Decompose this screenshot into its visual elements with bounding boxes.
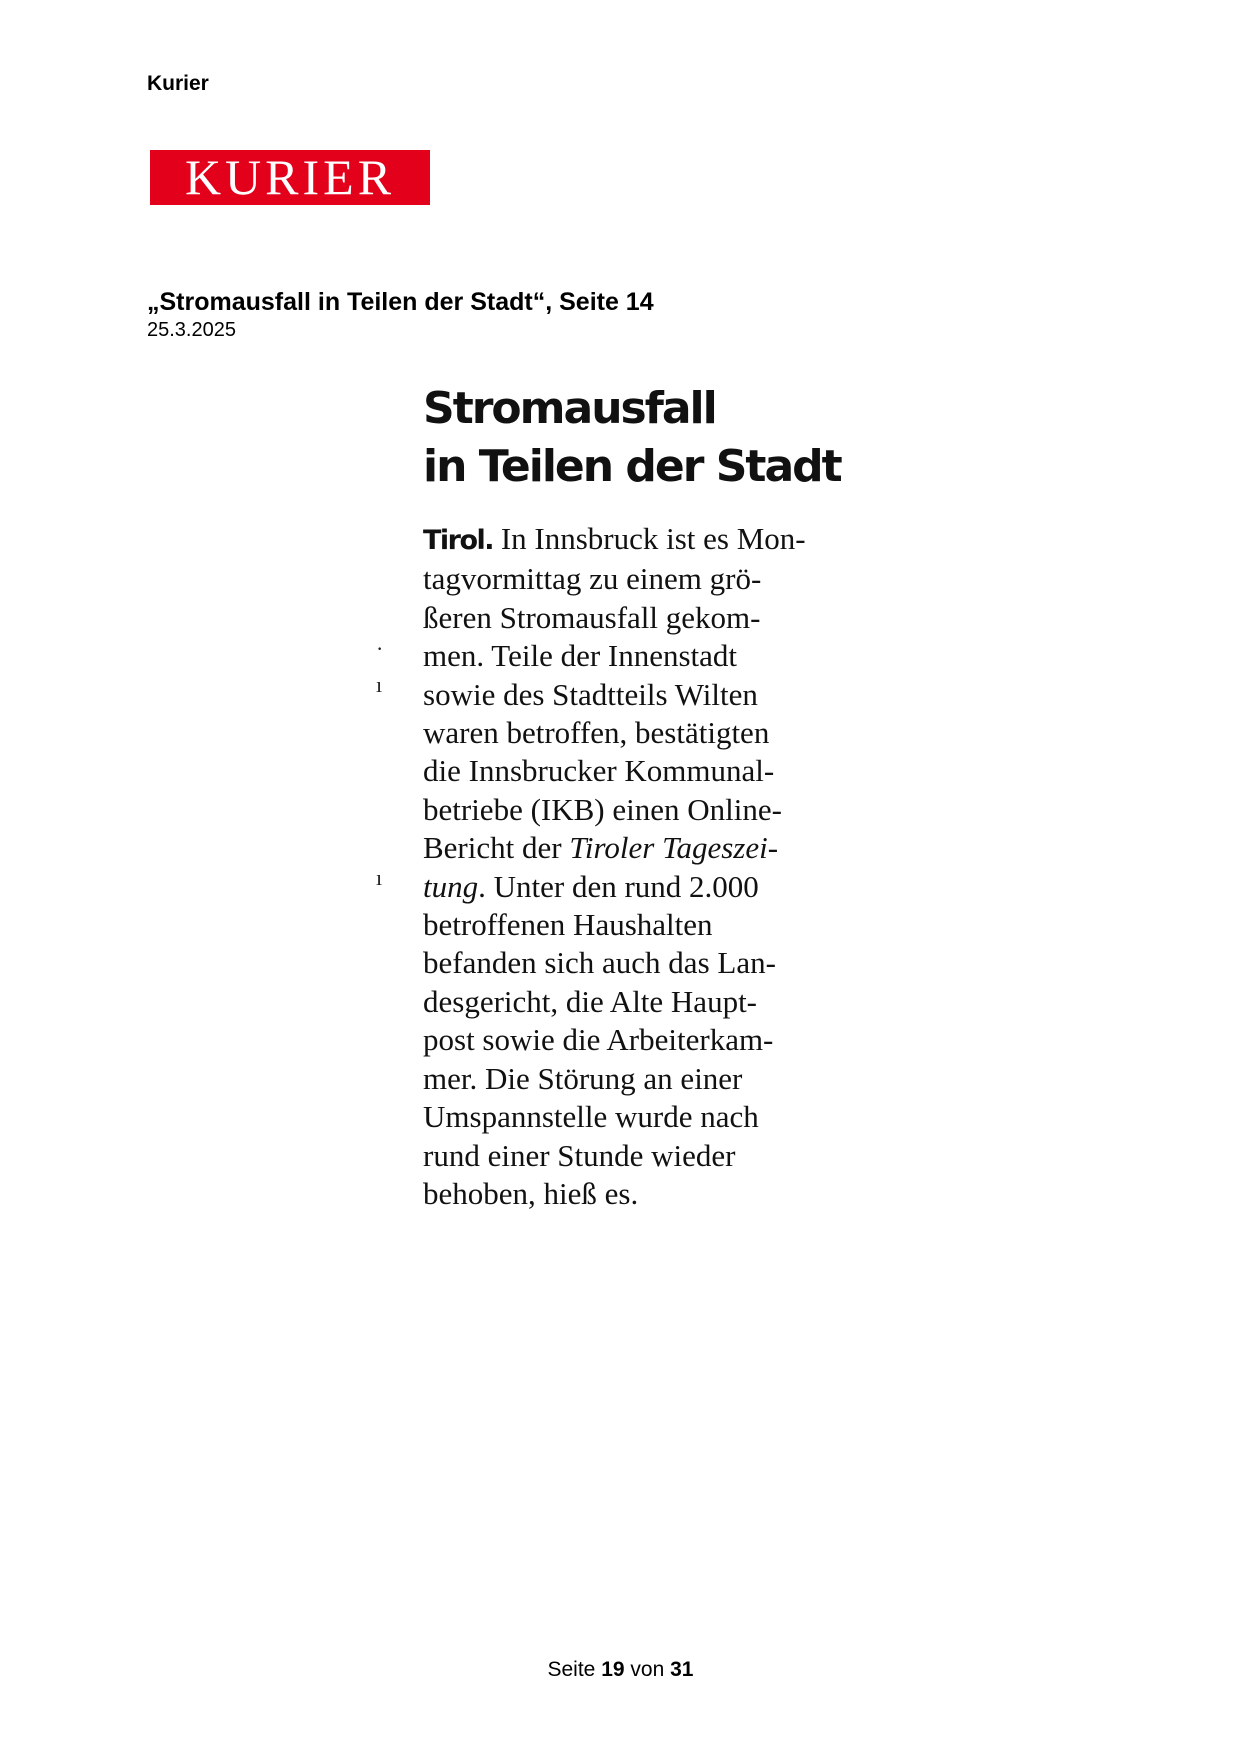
source-name: Kurier [147, 72, 209, 95]
article-lead: Tirol. [423, 525, 494, 556]
body-line: Bericht der Tiroler Tageszei- [423, 830, 779, 866]
article-clipping [423, 380, 863, 1213]
article-body [423, 520, 863, 1213]
total-page-count: 31 [670, 1658, 694, 1681]
footer-prefix: Seite [547, 1658, 596, 1681]
body-line: betriebe (IKB) einen Online- [423, 791, 782, 827]
document-date: 25.3.2025 [147, 319, 236, 341]
page-footer [0, 1658, 1241, 1682]
margin-mark: ı [376, 672, 383, 697]
current-page-number: 19 [601, 1658, 625, 1681]
body-line: betroffenen Haushalten [423, 907, 713, 943]
body-line: ßeren Stromausfall gekom- [423, 599, 761, 635]
document-title: „Stromausfall in Teilen der Stadt“, Seite 14 [147, 288, 654, 316]
margin-mark: · [376, 636, 384, 661]
newspaper-name: tung [423, 868, 479, 904]
margin-mark: ı [376, 865, 383, 890]
body-line: behoben, hieß es. [423, 1175, 639, 1211]
kurier-logo: KURIER [150, 150, 430, 205]
body-line: waren betroffen, bestätigten [423, 715, 770, 751]
body-line: die Innsbrucker Kommunal- [423, 753, 775, 789]
body-line: tung. Unter den rund 2.000 [423, 868, 759, 904]
body-line: sowie des Stadtteils Wilten [423, 676, 758, 712]
body-line: befanden sich auch das Lan- [423, 945, 776, 981]
article-headline [423, 380, 863, 496]
body-line: tagvormittag zu einem grö- [423, 561, 762, 597]
body-line: men. Teile der Innenstadt [423, 638, 738, 674]
footer-separator: von [630, 1658, 665, 1681]
headline-line: in Teilen der Stadt [423, 441, 841, 492]
body-line: mer. Die Störung an einer [423, 1060, 743, 1096]
body-line: rund einer Stunde wieder [423, 1137, 736, 1173]
newspaper-name: Tiroler Tageszei- [569, 830, 779, 866]
body-line: desgericht, die Alte Haupt- [423, 983, 758, 1019]
body-line: Tirol. In Innsbruck ist es Mon- [423, 521, 806, 556]
body-line: post sowie die Arbeiterkam- [423, 1022, 774, 1058]
body-line: Umspannstelle wurde nach [423, 1099, 759, 1135]
headline-line: Stromausfall [423, 383, 716, 434]
